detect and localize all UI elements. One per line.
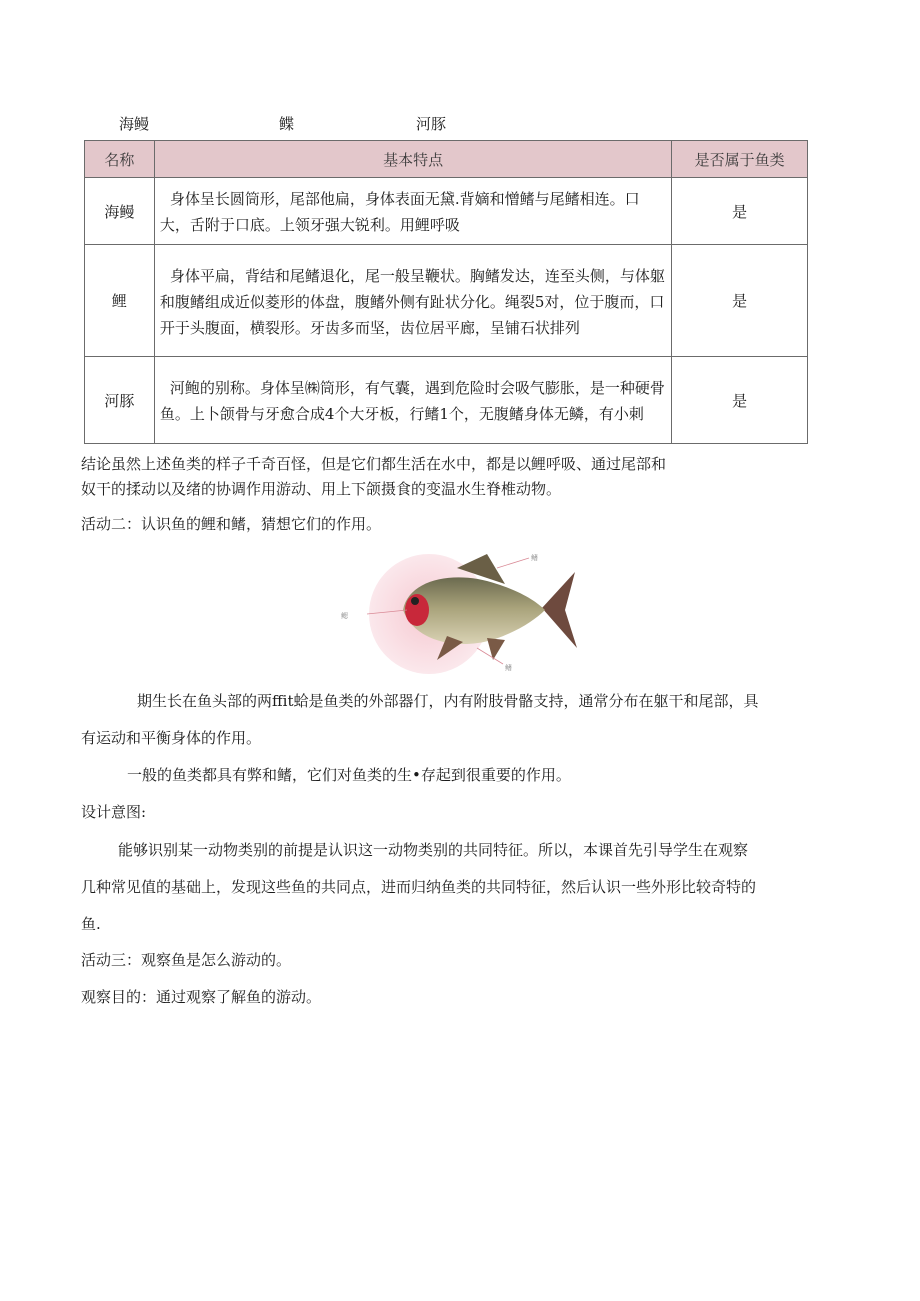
row-name: 河豚: [85, 357, 155, 444]
header-is-fish: 是否属于鱼类: [672, 141, 808, 178]
fish-eye: [411, 597, 419, 605]
design-title: 设计意图:: [81, 803, 147, 821]
fish-illustration: [337, 548, 582, 674]
label-gill: 鳃: [341, 612, 348, 620]
header-features: 基本特点: [154, 141, 672, 178]
row-desc: 身体平扁，背结和尾鳍退化，尾一般呈鞭状。胸鳍发达，连至头侧，与体躯和腹鳍组成近似菱形的体盘，腹鳍外侧有趾状分化。绳裂5对，位于腹而，口开于头腹面，横裂形。牙齿多而坚，齿位居平廊，呈铺石状排列: [159, 266, 665, 337]
anal-fin: [487, 638, 505, 660]
fins-paragraph-line-1: 期生长在鱼头部的两ffit蛤是鱼类的外部器仃，内有附肢骨骼支持，通常分布在躯干和尾部，具: [137, 692, 759, 710]
design-line-3: 鱼.: [81, 915, 101, 933]
observe-purpose: 观察目的：通过观察了解鱼的游动。: [81, 988, 322, 1006]
label-dorsal: 鳍: [531, 554, 538, 562]
activity-three: 活动三：观察鱼是怎么游动的。: [81, 951, 292, 969]
row-is-fish: 是: [672, 178, 808, 245]
header-name: 名称: [85, 141, 155, 178]
table-header-row: [85, 141, 808, 178]
row-name: 海鳗: [85, 178, 155, 245]
row-name: 鲤: [85, 245, 155, 357]
row-is-fish: 是: [672, 245, 808, 357]
fins-paragraph-line-2: 有运动和平衡身体的作用。: [81, 729, 262, 747]
conclusion-line-1: 结论虽然上述鱼类的样子千奇百怪，但是它们都生活在水中，都是以鲤呼吸、通过尾部和: [81, 455, 667, 473]
fish-table: [84, 140, 808, 444]
label-ventral: 鳍: [505, 664, 512, 672]
design-line-2: 几种常见值的基础上，发现这些鱼的共同点，进而归纳鱼类的共同特征，然后认识一些外形比较奇特的: [81, 878, 757, 896]
caption-puffer: 河豚: [416, 115, 447, 133]
activity-two: 活动二：认识鱼的鲤和鳍，猜想它们的作用。: [81, 515, 382, 533]
table-row: [85, 178, 808, 245]
general-paragraph: 一般的鱼类都具有弊和鳍，它们对鱼类的生•存起到很重要的作用。: [127, 766, 571, 784]
caption-flatfish: 鲽: [279, 115, 295, 133]
row-is-fish: 是: [672, 357, 808, 444]
conclusion-line-2: 奴干的揉动以及绪的协调作用游动、用上下颌摄食的变温水生脊椎动物。: [81, 480, 562, 498]
caption-eel: 海鳗: [119, 115, 150, 133]
design-line-1: 能够识别某一动物类别的前提是认识这一动物类别的共同特征。所以，本课首先引导学生在观察: [118, 841, 749, 859]
tail-fin: [542, 572, 577, 648]
table-row: [85, 245, 808, 357]
table-row: [85, 357, 808, 444]
row-desc: 身体呈长圆筒形，尾部他扁，身体表面无黛.背嫡和憎鳍与尾鳍相连。口大，舌附于口底。上领牙强大锐利。用鲤呼吸: [159, 190, 640, 234]
row-desc: 河鲍的别称。身体呈㈱筒形，有气囊，遇到危险时会吸气膨胀，是一种硬骨鱼。上卜颌骨与牙愈合成4个大牙板，行鳍1个，无腹鳍身体无鳞，有小刺: [159, 379, 665, 423]
